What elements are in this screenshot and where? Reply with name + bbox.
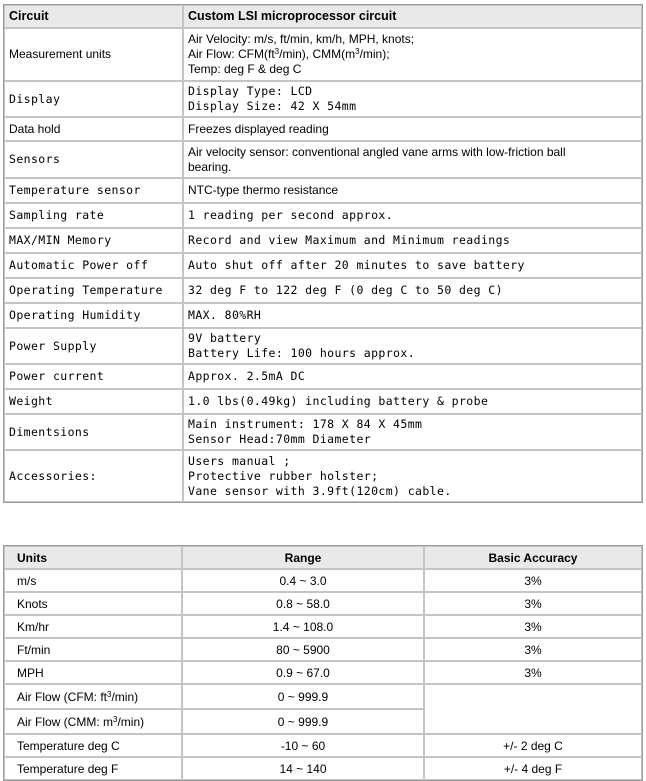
- table-row: [4, 734, 642, 757]
- spec-key: Sampling rate: [4, 203, 183, 228]
- table-row: [4, 661, 642, 684]
- accuracy-cell: 3%: [424, 615, 642, 638]
- table-row: [4, 684, 642, 709]
- spec-value-line: Display Size: 42 X 54mm: [188, 99, 357, 113]
- unit-cell: [4, 684, 182, 709]
- range-accuracy-table: [3, 545, 643, 781]
- accuracy-cell-empty: [424, 684, 642, 734]
- spec-key: Sensors: [4, 141, 183, 178]
- spec-value: 1 reading per second approx.: [183, 203, 642, 228]
- spec-value: 32 deg F to 122 deg F (0 deg C to 50 deg C): [183, 278, 642, 303]
- spec-key: Operating Temperature: [4, 278, 183, 303]
- units-header: Units: [4, 546, 182, 569]
- spec-row-automatic-power-off: [4, 253, 642, 278]
- spec-value: Freezes displayed reading: [183, 117, 642, 141]
- spec-value-line: Air Velocity: m/s, ft/min, km/h, MPH, knots;: [188, 32, 415, 46]
- spec-key: Power current: [4, 364, 183, 389]
- spec-row-display: [4, 81, 642, 117]
- spec-value: Record and view Maximum and Minimum readings: [183, 228, 642, 253]
- accuracy-cell: +/- 4 deg F: [424, 757, 642, 780]
- spec-key: Operating Humidity: [4, 303, 183, 328]
- spec-row-weight: [4, 389, 642, 414]
- range-cell: 14 ~ 140: [182, 757, 424, 780]
- text-fragment: /min), CMM(m: [279, 47, 356, 61]
- spec-value: [183, 28, 642, 81]
- text-fragment: /min): [117, 714, 145, 729]
- text-fragment: /min);: [359, 47, 390, 61]
- spec-value-line: [188, 47, 637, 62]
- spec-value: NTC-type thermo resistance: [183, 178, 642, 203]
- unit-cell: Temperature deg C: [4, 734, 182, 757]
- range-cell: 0.4 ~ 3.0: [182, 569, 424, 592]
- spec-value-line: Display Type: LCD: [188, 84, 313, 98]
- spec-header-row: [4, 5, 642, 28]
- spec-value-line: Users manual ;: [188, 453, 291, 468]
- spec-row-max-min-memory: [4, 228, 642, 253]
- spec-value-line: 9V battery: [188, 331, 262, 345]
- spec-row-measurement-units: [4, 28, 642, 81]
- spec-value-line: Main instrument: 178 X 84 X 45mm: [188, 417, 423, 431]
- table-row: [4, 638, 642, 661]
- spec-row-accessories: [4, 450, 642, 502]
- range-header: Range: [182, 546, 424, 569]
- range-cell: 80 ~ 5900: [182, 638, 424, 661]
- spec-value-line: Air velocity sensor: conventional angled vane arms with low-friction ball: [188, 144, 566, 159]
- range-cell: -10 ~ 60: [182, 734, 424, 757]
- text-fragment: /min): [111, 689, 139, 704]
- range-cell: 0.9 ~ 67.0: [182, 661, 424, 684]
- spec-row-power-supply: [4, 328, 642, 364]
- spec-value-line: Sensor Head:70mm Diameter: [188, 432, 372, 446]
- spec-key: Weight: [4, 389, 183, 414]
- range-cell: 0 ~ 999.9: [182, 684, 424, 709]
- spec-value-line: Protective rubber holster;: [188, 468, 379, 483]
- range-cell: 0 ~ 999.9: [182, 709, 424, 734]
- superscript: 3: [274, 47, 280, 56]
- spec-key: Power Supply: [4, 328, 183, 364]
- range-header-row: [4, 546, 642, 569]
- spec-header-value: Custom LSI microprocessor circuit: [183, 5, 642, 28]
- superscript: 3: [355, 47, 360, 56]
- spec-key: Automatic Power off: [4, 253, 183, 278]
- spec-key: Display: [4, 81, 183, 117]
- spec-value: [183, 414, 642, 450]
- superscript: 3: [107, 689, 112, 699]
- spec-value: [183, 81, 642, 117]
- text-fragment: Air Flow: CFM(ft: [188, 47, 275, 61]
- range-cell: 0.8 ~ 58.0: [182, 592, 424, 615]
- spec-value: [183, 328, 642, 364]
- accuracy-cell: +/- 2 deg C: [424, 734, 642, 757]
- unit-cell: [4, 709, 182, 734]
- spec-key: Temperature sensor: [4, 178, 183, 203]
- spec-row-power-current: [4, 364, 642, 389]
- spec-row-dimensions: [4, 414, 642, 450]
- spec-row-data-hold: [4, 117, 642, 141]
- spec-value: 1.0 lbs(0.49kg) including battery & probe: [183, 389, 642, 414]
- spec-value: [183, 450, 642, 502]
- spec-row-operating-temperature: [4, 278, 642, 303]
- spec-value-line: Temp: deg F & deg C: [188, 62, 302, 76]
- accuracy-header: Basic Accuracy: [424, 546, 642, 569]
- accuracy-cell: 3%: [424, 638, 642, 661]
- range-cell: 1.4 ~ 108.0: [182, 615, 424, 638]
- spec-key: Measurement units: [4, 28, 183, 81]
- table-row: [4, 615, 642, 638]
- unit-cell: Temperature deg F: [4, 757, 182, 780]
- unit-cell: Km/hr: [4, 615, 182, 638]
- spec-value: Auto shut off after 20 minutes to save battery: [183, 253, 642, 278]
- spec-key: MAX/MIN Memory: [4, 228, 183, 253]
- spec-value: [183, 141, 642, 178]
- table-row: [4, 592, 642, 615]
- unit-cell: Knots: [4, 592, 182, 615]
- spec-value-line: Battery Life: 100 hours approx.: [188, 346, 416, 360]
- table-row: [4, 757, 642, 780]
- spec-value-line: Vane sensor with 3.9ft(120cm) cable.: [188, 483, 452, 498]
- spec-row-sensors: [4, 141, 642, 178]
- spec-value-line: bearing.: [188, 159, 232, 174]
- spec-header-key: Circuit: [4, 5, 183, 28]
- superscript: 3: [113, 714, 118, 724]
- unit-cell: MPH: [4, 661, 182, 684]
- spec-row-operating-humidity: [4, 303, 642, 328]
- spec-key: Accessories:: [4, 450, 183, 502]
- table-row: [4, 569, 642, 592]
- text-fragment: Air Flow (CMM: m: [17, 714, 113, 729]
- spec-key: Data hold: [4, 117, 183, 141]
- spec-row-sampling-rate: [4, 203, 642, 228]
- unit-cell: Ft/min: [4, 638, 182, 661]
- accuracy-cell: 3%: [424, 661, 642, 684]
- spec-value: Approx. 2.5mA DC: [183, 364, 642, 389]
- unit-cell: m/s: [4, 569, 182, 592]
- spec-value: MAX. 80%RH: [183, 303, 642, 328]
- accuracy-cell: 3%: [424, 569, 642, 592]
- specifications-table: [3, 4, 643, 503]
- spec-row-temperature-sensor: [4, 178, 642, 203]
- accuracy-cell: 3%: [424, 592, 642, 615]
- spec-key: Dimentsions: [4, 414, 183, 450]
- text-fragment: Air Flow (CFM: ft: [17, 689, 107, 704]
